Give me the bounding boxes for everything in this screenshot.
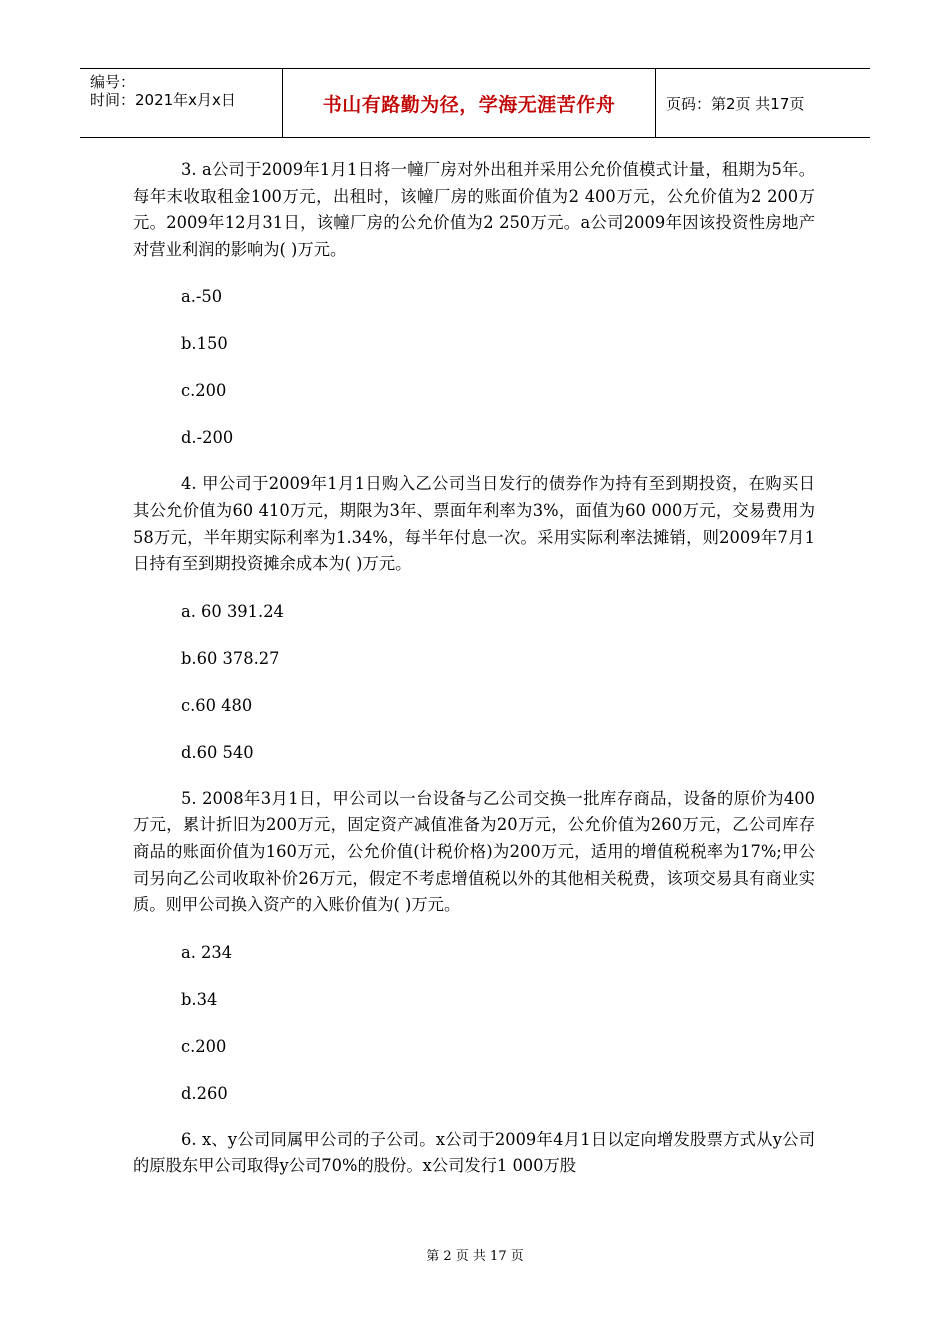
question-text: 3. a公司于2009年1月1日将一幢厂房对外出租并采用公允价值模式计量，租期为5年。每年末收取租金100万元，出租时，该幢厂房的账面价值为2 400万元，公允价值为2 200万元。2009年12月31日，该幢厂房的公允价值为2 250万元。a公司2009年因该投资性房地产对营业利润的影响为( )万元。 — [133, 160, 815, 259]
document-header — [80, 68, 870, 138]
option: b.150 — [181, 334, 228, 354]
option: a. 60 391.24 — [181, 601, 284, 621]
option: c.200 — [181, 381, 227, 401]
option: d.-200 — [181, 428, 234, 448]
document-body — [133, 157, 815, 1200]
motto-text: 书山有路勤为径，学海无涯苦作舟 — [322, 93, 616, 116]
option: c.60 480 — [181, 695, 253, 715]
option: c.200 — [181, 1036, 227, 1056]
option: a.-50 — [181, 287, 223, 307]
page-footer: 第 2 页 共 17 页 — [426, 1249, 524, 1264]
question-text: 6. x、y公司同属甲公司的子公司。x公司于2009年4月1日以定向增发股票方式从y公司的原股东甲公司取得y公司70%的股份。x公司发行1 000万股 — [133, 1129, 815, 1176]
header-meta-cell — [80, 69, 283, 137]
option: a. 234 — [181, 942, 233, 962]
option: d.260 — [181, 1083, 228, 1103]
question-text: 5. 2008年3月1日，甲公司以一台设备与乙公司交换一批库存商品，设备的原价为400万元，累计折旧为200万元，固定资产减值准备为20万元，公允价值为260万元，乙公司库存商品的账面价值为160万元，公允价值(计税价格)为200万元，适用的增值税税率为17%;甲公司另向乙公司收取补价26万元，假定不考虑增值税以外的其他相关税费，该项交易具有商业实质。则甲公司换入资产的入账价值为( )万元。 — [133, 788, 815, 915]
header-motto-cell — [283, 69, 656, 137]
time-label: 时间：2021年x月x日 — [90, 91, 236, 109]
page-info: 页码：第2页 共17页 — [666, 94, 805, 113]
question-text: 4. 甲公司于2009年1月1日购入乙公司当日发行的债券作为持有至到期投资，在购买日其公允价值为60 410万元，期限为3年、票面年利率为3%，面值为60 000万元，交易费用为58万元，半年期实际利率为1.34%，每半年付息一次。采用实际利率法摊销，则2009年7月1日持有至到期投资摊余成本为( )万元。 — [133, 474, 815, 574]
header-page-cell — [656, 69, 870, 137]
number-label: 编号： — [90, 73, 136, 91]
option: b.34 — [181, 989, 218, 1009]
option: b.60 378.27 — [181, 648, 280, 668]
option: d.60 540 — [181, 742, 254, 762]
